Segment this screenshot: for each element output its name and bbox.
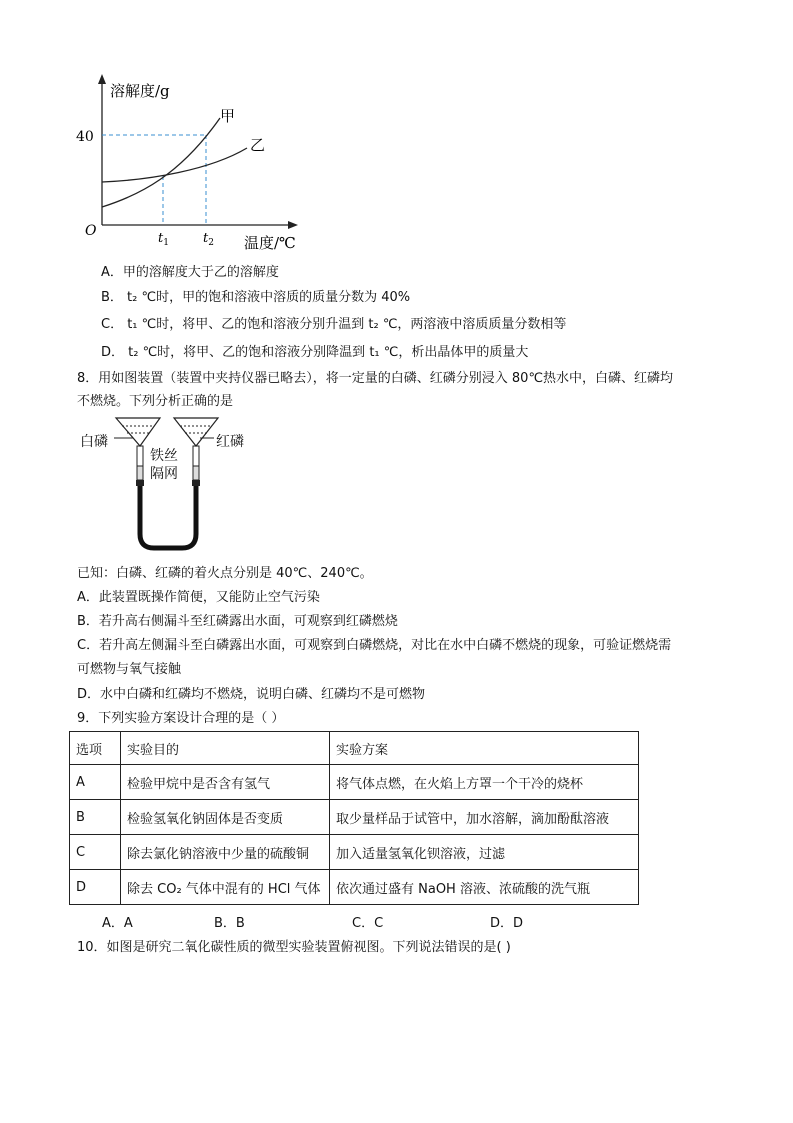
y-axis-label: 溶解度/g bbox=[110, 82, 170, 100]
left-funnel bbox=[116, 418, 160, 446]
q7-option-a: A．甲的溶解度大于乙的溶解度 bbox=[101, 265, 279, 280]
table-cell: 检验甲烷中是否含有氢气 bbox=[121, 765, 330, 800]
q9-stem: 9．下列实验方案设计合理的是（ ） bbox=[77, 711, 285, 726]
label-wire-mesh-2: 隔网 bbox=[150, 466, 178, 482]
table-cell: 依次通过盛有 NaOH 溶液、浓硫酸的洗气瓶 bbox=[330, 870, 639, 905]
curve-jia-label: 甲 bbox=[220, 107, 236, 125]
t1-label: $t_1$ bbox=[158, 231, 169, 248]
table-cell: C bbox=[70, 835, 121, 870]
table-cell: A bbox=[70, 765, 121, 800]
header-purpose: 实验目的 bbox=[121, 732, 330, 765]
table-cell: 取少量样品于试管中，加水溶解，滴加酚酞溶液 bbox=[330, 800, 639, 835]
q8-option-b: B．若升高右侧漏斗至红磷露出水面，可观察到红磷燃烧 bbox=[77, 614, 398, 629]
curve-jia bbox=[102, 118, 220, 207]
origin-label: O bbox=[85, 223, 97, 239]
table-row bbox=[70, 765, 639, 800]
y-tick-40: 40 bbox=[76, 129, 94, 145]
table-cell: B bbox=[70, 800, 121, 835]
q10-stem: 10．如图是研究二氧化碳性质的微型实验装置俯视图。下列说法错误的是( ) bbox=[77, 940, 511, 955]
q9-answer-b: B．B bbox=[214, 916, 245, 931]
q8-stem-line2: 不燃烧。下列分析正确的是 bbox=[77, 394, 234, 409]
q7-option-c: C． t₁ ℃时，将甲、乙的饱和溶液分别升温到 t₂ ℃，两溶液中溶质质量分数相等 bbox=[101, 317, 567, 332]
q8-option-d: D．水中白磷和红磷均不燃烧，说明白磷、红磷均不是可燃物 bbox=[77, 687, 426, 702]
table-row bbox=[70, 835, 639, 870]
table-cell: 加入适量氢氧化钡溶液，过滤 bbox=[330, 835, 639, 870]
curve-yi bbox=[102, 148, 247, 182]
q8-option-a: A．此装置既操作简便，又能防止空气污染 bbox=[77, 590, 320, 605]
x-axis-arrow bbox=[288, 221, 298, 229]
table-header-row bbox=[70, 732, 639, 765]
left-funnel-stem bbox=[137, 446, 143, 466]
table-cell: 将气体点燃，在火焰上方罩一个干冷的烧杯 bbox=[330, 765, 639, 800]
q8-stem-line1: 8．用如图装置（装置中夹持仪器已略去），将一定量的白磷、红磷分别浸入 80℃热水中，白磷、红磷均 bbox=[77, 371, 674, 386]
solubility-graph bbox=[70, 70, 310, 255]
table-row bbox=[70, 800, 639, 835]
y-axis-arrow bbox=[98, 74, 106, 84]
table-cell: 除去氯化钠溶液中少量的硫酸铜 bbox=[121, 835, 330, 870]
q8-option-c-cont: 可燃物与氧气接触 bbox=[77, 662, 182, 677]
table-cell: 除去 CO₂ 气体中混有的 HCl 气体 bbox=[121, 870, 330, 905]
x-axis-label: 温度/℃ bbox=[244, 234, 296, 252]
table-cell: 检验氢氧化钠固体是否变质 bbox=[121, 800, 330, 835]
q9-answer-d: D．D bbox=[490, 916, 524, 931]
q7-option-b: B． t₂ ℃时，甲的饱和溶液中溶质的质量分数为 40% bbox=[101, 290, 411, 305]
label-white-phosphorus: 白磷 bbox=[80, 434, 108, 450]
table-cell: D bbox=[70, 870, 121, 905]
header-option: 选项 bbox=[70, 732, 121, 765]
label-red-phosphorus: 红磷 bbox=[216, 434, 244, 450]
right-funnel-stem bbox=[193, 446, 199, 466]
q7-option-d: D． t₂ ℃时，将甲、乙的饱和溶液分别降温到 t₁ ℃，析出晶体甲的质量大 bbox=[101, 345, 529, 360]
q8-option-c: C．若升高左侧漏斗至白磷露出水面，可观察到白磷燃烧，对比在水中白磷不燃烧的现象，可验证燃烧需 bbox=[77, 638, 672, 653]
q9-answer-a: A．A bbox=[102, 916, 133, 931]
right-funnel bbox=[174, 418, 218, 446]
curve-yi-label: 乙 bbox=[250, 136, 266, 154]
t2-label: $t_2$ bbox=[203, 231, 214, 248]
label-wire-mesh-1: 铁丝 bbox=[150, 448, 178, 464]
header-plan: 实验方案 bbox=[330, 732, 639, 765]
rubber-tube bbox=[140, 486, 196, 548]
q9-answer-c: C．C bbox=[352, 916, 384, 931]
q8-known: 已知：白磷、红磷的着火点分别是 40℃、240℃。 bbox=[77, 566, 373, 581]
q9-table bbox=[69, 731, 639, 905]
table-row bbox=[70, 870, 639, 905]
